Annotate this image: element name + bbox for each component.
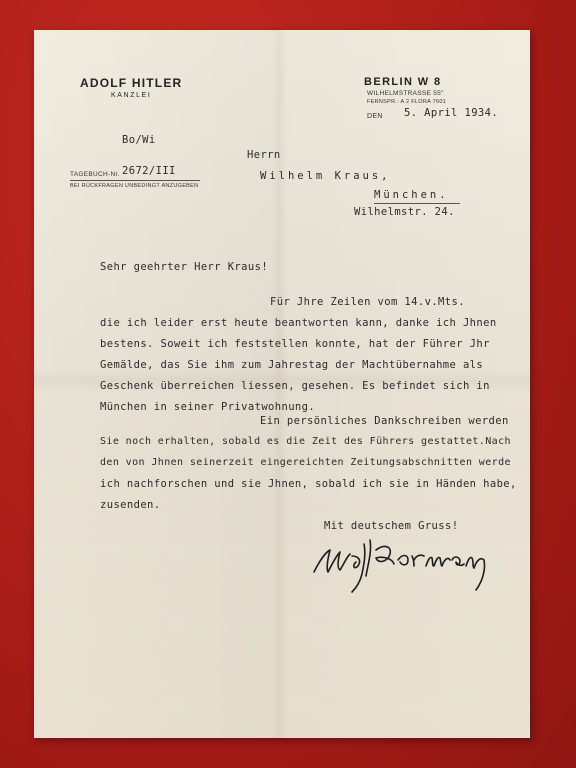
body-line: München in seiner Privatwohnung. [100, 401, 316, 413]
signature [306, 530, 506, 600]
journal-value: 2672/III [122, 165, 176, 177]
body-line: die ich leider erst heute beantworten kann, danke ich Jhnen [100, 317, 497, 329]
journal-label: TAGEBUCH-Nr. [70, 171, 120, 178]
letterhead-street: WILHELMSTRASSE 55" [367, 90, 444, 97]
journal-underline [70, 180, 200, 181]
body-line: Sie noch erhalten, sobald es die Zeit des Führers gestattet.Nach [100, 436, 511, 447]
body-line: Ein persönliches Dankschreiben werden [260, 415, 509, 427]
recipient-salutation: Herrn [247, 149, 281, 161]
letter-paper [34, 30, 530, 738]
letterhead-city: BERLIN W 8 [364, 76, 442, 88]
date-prefix: DEN [367, 113, 383, 120]
date-value: 5. April 1934. [404, 107, 499, 119]
recipient-city-underline [374, 203, 460, 204]
letterhead-phone: FERNSPR.: A 2 FLORA 7601 [367, 99, 447, 105]
body-line: zusenden. [100, 499, 161, 511]
closing: Mit deutschem Gruss! [324, 520, 459, 532]
letterhead-name: ADOLF HITLER [80, 76, 183, 90]
recipient-street: Wilhelmstr. 24. [354, 206, 455, 218]
greeting: Sehr geehrter Herr Kraus! [100, 261, 269, 273]
recipient-city: München. [374, 189, 449, 201]
body-line: Für Jhre Zeilen vom 14.v.Mts. [270, 296, 465, 308]
recipient-name: Wilhelm Kraus, [260, 170, 391, 182]
body-line: bestens. Soweit ich feststellen konnte, hat der Führer Jhr [100, 338, 490, 350]
body-line: ich nachforschen und sie Jhnen, sobald ich sie in Händen habe, [100, 478, 517, 490]
body-line: Geschenk überreichen liessen, gesehen. Es befindet sich in [100, 380, 490, 392]
letterhead-office: KANZLEI [111, 92, 152, 99]
journal-note: BEI RÜCKFRAGEN UNBEDINGT ANZUGEBEN [70, 183, 199, 189]
body-line: den von Jhnen seinerzeit eingereichten Zeitungsabschnitten werde [100, 457, 511, 468]
reference-initials: Bo/Wi [122, 134, 156, 146]
body-line: Gemälde, das Sie ihm zum Jahrestag der Machtübernahme als [100, 359, 484, 371]
